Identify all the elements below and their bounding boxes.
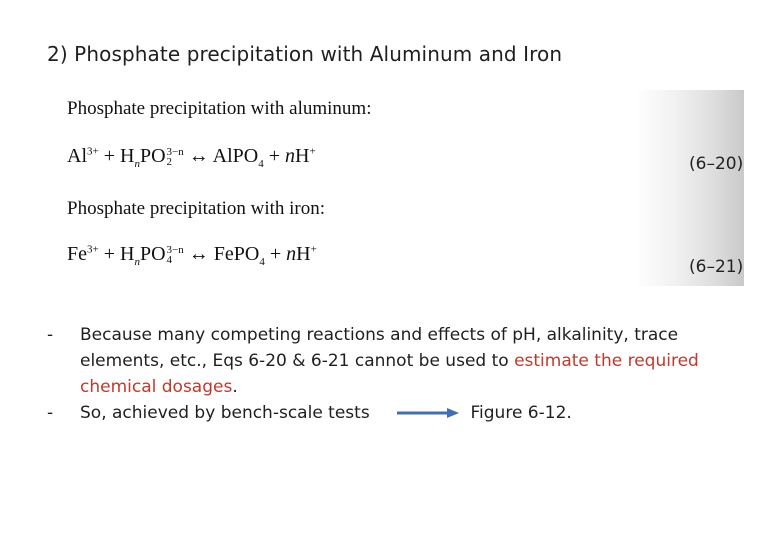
eq-fe-plus: + [103,243,115,265]
equation-number-6-20: (6–20) [689,154,744,174]
bullet-dash: - [47,403,54,423]
equation-aluminum [67,145,316,168]
bullet-item [47,322,747,400]
eq-fe-po-sub: 4 [166,254,173,267]
equation-iron [67,243,317,266]
eq-al-po-sub: 2 [166,156,173,169]
bullet-1-text: Because many competing reactions and effects of pH, alkalinity, trace elements, etc., Eqs 6-20 & 6-21 cannot be used to [80,325,679,371]
right-arrow-icon [397,407,459,419]
eq-al-po-sup: 3−n [166,146,184,159]
bullet-1-highlight: estimate the required chemical dosages [80,351,699,397]
eq-fe-ion: Fe [67,243,87,265]
bullet-dash: - [47,325,54,345]
eq-fe-equilibrium-arrow: ↔ [188,243,209,265]
eq-al-equilibrium-arrow: ↔ [188,145,209,167]
bullet-2-text: So, achieved by bench-scale tests [80,403,370,423]
eq-al-h-charge: + [309,145,316,158]
heading-iron: Phosphate precipitation with iron: [67,198,326,219]
eq-al-po: PO [139,145,166,167]
eq-al-ion-charge: 3+ [87,145,99,158]
eq-fe-h: H [120,243,135,265]
bullet-item [47,400,747,426]
eq-fe-po-sup: 3−n [166,244,184,257]
eq-al-product-sub: 4 [258,158,264,170]
eq-al-product: AlPO [212,145,259,167]
textbook-scan [62,90,744,286]
bullet-1-end: . [232,377,238,397]
eq-al-h: H [120,145,135,167]
eq-fe-product-sub: 4 [259,256,265,268]
eq-fe-plus-2: + [269,243,282,265]
bullet-2-target: Figure 6-12. [470,403,572,423]
heading-aluminum: Phosphate precipitation with aluminum: [67,98,372,119]
eq-al-hydrogen: H [295,145,310,167]
eq-fe-h-charge: + [310,243,317,256]
eq-fe-po: PO [139,243,166,265]
eq-al-ion: Al [67,145,87,167]
eq-al-plus: + [103,145,115,167]
equation-number-6-21: (6–21) [689,257,744,277]
bullet-list [47,322,747,426]
eq-al-plus-2: + [268,145,281,167]
eq-fe-n-sub: n [134,256,140,268]
slide-title: 2) Phosphate precipitation with Aluminum and Iron [47,42,563,66]
eq-fe-product: FePO [213,243,260,265]
eq-al-coef: n [285,145,296,167]
eq-al-n-sub: n [134,158,140,170]
eq-fe-coef: n [286,243,297,265]
eq-fe-hydrogen: H [296,243,311,265]
eq-fe-ion-charge: 3+ [87,243,99,256]
